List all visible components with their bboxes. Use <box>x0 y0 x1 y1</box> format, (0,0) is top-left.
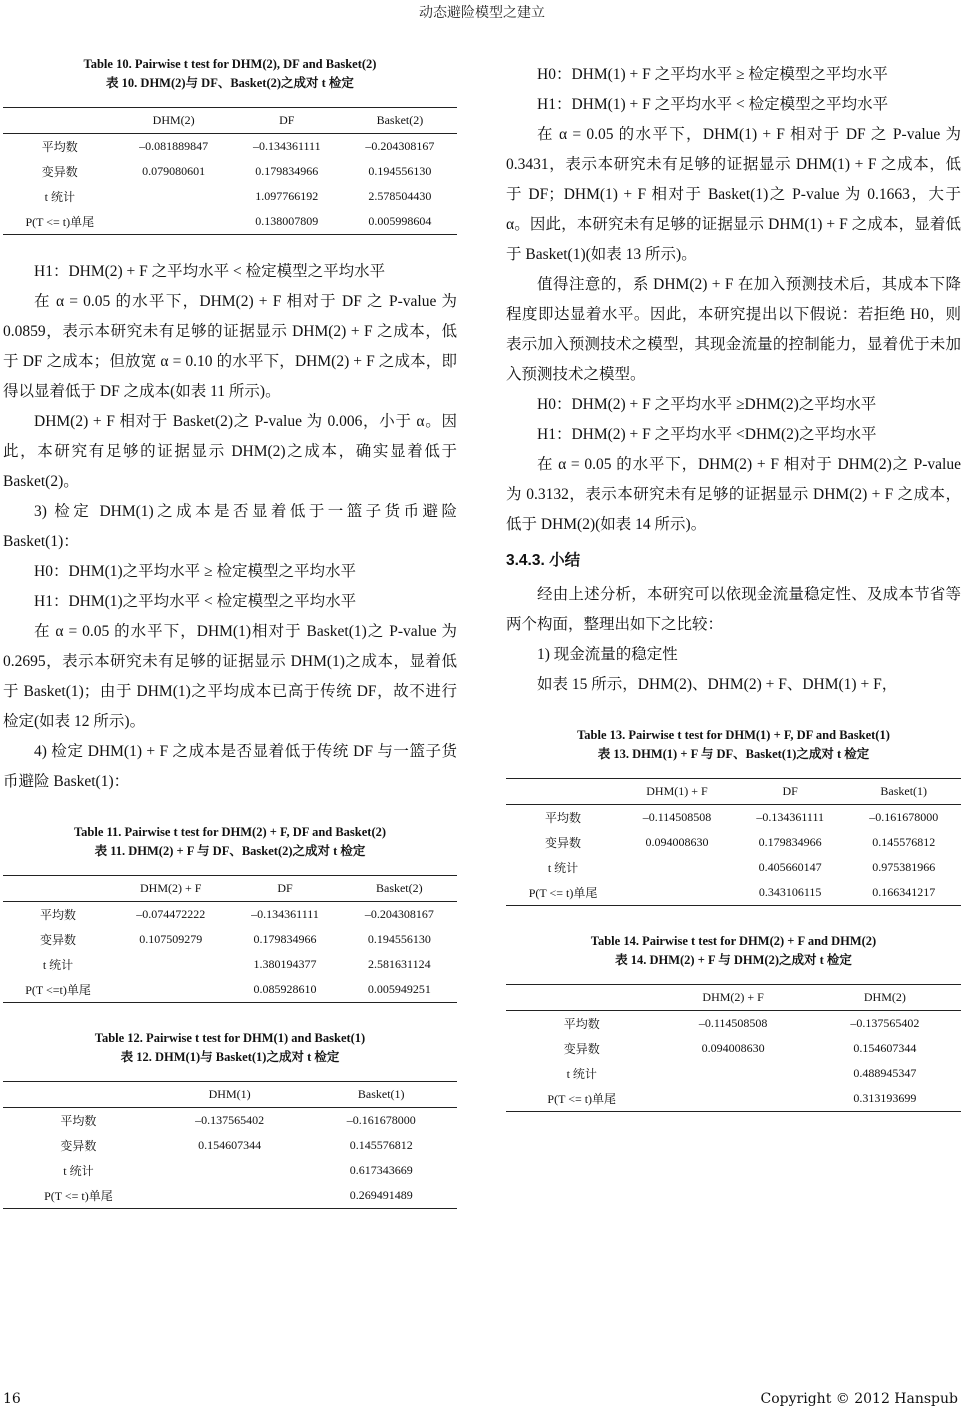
column-header <box>3 876 113 902</box>
row-label: 平均数 <box>545 811 582 825</box>
row-label: 变异数 <box>40 933 77 947</box>
table11 <box>3 875 457 1003</box>
table-cell: –0.134361111 <box>252 139 321 153</box>
table-cell: 0.094008630 <box>645 835 709 849</box>
column-header: DHM(2) + F <box>657 985 808 1011</box>
table10-caption-zh: 表 10. DHM(2)与 DF、Basket(2)之成对 t 检定 <box>106 76 354 90</box>
table-cell: 0.138007809 <box>231 209 343 235</box>
table-cell: 0.179834966 <box>758 835 822 849</box>
table-cell: 0.179834966 <box>253 932 317 946</box>
table-cell: 1.097766192 <box>255 189 319 203</box>
table12 <box>3 1081 457 1209</box>
table-cell: 0.269491489 <box>305 1183 457 1209</box>
row-label: 平均数 <box>60 1114 97 1128</box>
paragraph: H1：DHM(1)之平均水平 < 检定模型之平均水平 <box>34 593 357 610</box>
table-cell: 0.005949251 <box>342 977 457 1003</box>
column-header: DHM(2) <box>809 985 961 1011</box>
table-cell: –0.161678000 <box>869 810 939 824</box>
table-cell: 0.005998604 <box>343 209 457 235</box>
row-label: t 统计 <box>42 958 74 972</box>
table14-caption-en: Table 14. Pairwise t test for DHM(2) + F and DHM(2) <box>590 934 877 948</box>
table-row <box>506 855 961 880</box>
table-cell: 0.107509279 <box>139 932 203 946</box>
table-cell: –0.137565402 <box>850 1016 920 1030</box>
table-cell: 0.145576812 <box>349 1138 413 1152</box>
paragraph: 3) 检定 DHM(1)之成本是否显着低于一篮子货币避险 Basket(1)： <box>3 503 457 550</box>
paragraph: H1：DHM(1) + F 之平均水平 < 检定模型之平均水平 <box>537 96 889 113</box>
table-cell: 2.581631124 <box>368 957 431 971</box>
table-cell: 0.094008630 <box>701 1041 765 1055</box>
table-row <box>3 977 457 1003</box>
paragraph: H0：DHM(1)之平均水平 ≥ 检定模型之平均水平 <box>34 563 356 580</box>
table-cell <box>154 1158 306 1183</box>
table-cell: 0.488945347 <box>853 1066 917 1080</box>
table-cell: 2.578504430 <box>368 189 432 203</box>
paragraph: H1：DHM(2) + F 之平均水平 <DHM(2)之平均水平 <box>537 426 877 443</box>
table-cell: –0.137565402 <box>195 1113 265 1127</box>
paragraph: 在 α = 0.05 的水平下，DHM(2) + F 相对于 DF 之 P-value 为 0.0859，表示本研究未有足够的证据显示 DHM(2) + F 之成本，低于 DF 之成本；但放宽 α = 0.10 的水平下，DHM(2) + F 之成本，即得以显着低于 DF 之成本(如表 11 所示)。 <box>3 293 457 400</box>
table-cell <box>620 855 734 880</box>
paragraph: H0：DHM(2) + F 之平均水平 ≥DHM(2)之平均水平 <box>537 396 877 413</box>
table-row <box>506 1061 961 1086</box>
row-label: 变异数 <box>545 836 582 850</box>
column-header: DHM(1) + F <box>620 779 734 805</box>
table-cell: –0.134361111 <box>251 907 319 921</box>
table-cell <box>620 880 734 906</box>
row-label: 变异数 <box>41 165 78 179</box>
table-cell: –0.204308167 <box>364 907 434 921</box>
table12-caption-zh: 表 12. DHM(1)与 Basket(1)之成对 t 检定 <box>120 1050 340 1064</box>
paragraph: 经由上述分析，本研究可以依现金流量稳定性、及成本节省等两个构面，整理出如下之比较： <box>506 586 961 633</box>
paragraph: 4) 检定 DHM(1) + F 之成本是否显着低于传统 DF 与一篮子货币避险 Basket(1)： <box>3 743 457 790</box>
table11-caption-zh: 表 11. DHM(2) + F 与 DF、Basket(2)之成对 t 检定 <box>94 844 366 858</box>
column-header: Basket(1) <box>846 779 961 805</box>
table-cell: 1.380194377 <box>253 957 317 971</box>
table12-block <box>3 1029 457 1209</box>
paragraph: 值得注意的，系 DHM(2) + F 在加入预测技术后，其成本下降程度即达显着水平。因此，本研究提出以下假说：若拒绝 H0，则表示加入预测技术之模型，其现金流量的控制能力，显着优于未加入预测技术之模型。 <box>506 276 961 383</box>
column-header: DF <box>734 779 846 805</box>
table13-caption-zh: 表 13. DHM(1) + F 与 DF、Basket(1)之成对 t 检定 <box>597 747 870 761</box>
row-label: P(T <= t)单尾 <box>3 1183 154 1209</box>
table10-caption-en: Table 10. Pairwise t test for DHM(2), DF and Basket(2) <box>83 57 377 71</box>
table14-block <box>506 932 961 1112</box>
paragraph: 1) 现金流量的稳定性 <box>537 646 678 663</box>
table14-caption-zh: 表 14. DHM(2) + F 与 DHM(2)之成对 t 检定 <box>615 953 852 967</box>
table11-caption-en: Table 11. Pairwise t test for DHM(2) + F, DF and Basket(2) <box>73 825 387 839</box>
table-cell <box>154 1183 306 1209</box>
paragraph: 在 α = 0.05 的水平下，DHM(2) + F 相对于 DHM(2)之 P-value 为 0.3132，表示本研究未有足够的证据显示 DHM(2) + F 之成本，低于 DHM(2)(如表 14 所示)。 <box>506 456 961 533</box>
table-row <box>3 134 457 160</box>
row-label: 变异数 <box>60 1139 97 1153</box>
section-heading: 3.4.3. 小结 <box>506 552 581 569</box>
table12-caption-en: Table 12. Pairwise t test for DHM(1) and Basket(1) <box>94 1031 366 1045</box>
table-row <box>506 830 961 855</box>
table-row <box>3 1158 457 1183</box>
table-cell: 0.154607344 <box>198 1138 262 1152</box>
column-header <box>506 779 620 805</box>
table-row <box>3 1108 457 1134</box>
page-number: 16 <box>3 1391 21 1407</box>
left-column <box>3 55 457 1209</box>
paragraph: DHM(2) + F 相对于 Basket(2)之 P-value 为 0.006，小于 α。因此，本研究有足够的证据显示 DHM(2)之成本，确实显着低于 Basket(2)。 <box>3 413 457 490</box>
column-header: Basket(2) <box>343 108 457 134</box>
table-cell: 0.617343669 <box>349 1163 413 1177</box>
table13 <box>506 778 961 906</box>
table-cell: –0.134361111 <box>756 810 824 824</box>
table-cell: –0.114508508 <box>642 810 712 824</box>
column-header: Basket(2) <box>342 876 457 902</box>
column-header <box>3 1082 154 1108</box>
table-cell <box>117 184 231 209</box>
table-cell: 0.194556130 <box>367 932 431 946</box>
row-label: 平均数 <box>40 908 77 922</box>
paragraph: 在 α = 0.05 的水平下，DHM(1)相对于 Basket(1)之 P-value 为 0.2695，表示本研究未有足够的证据显示 DHM(1)之成本，显着低于 Basket(1)；由于 DHM(1)之平均成本已高于传统 DF，故不进行检定(如表 12 所示)。 <box>3 623 457 730</box>
table-cell <box>113 952 228 977</box>
table10 <box>3 107 457 235</box>
row-label: P(T <= t)单尾 <box>506 880 620 906</box>
table-row <box>506 1086 961 1112</box>
table-cell <box>657 1086 808 1112</box>
row-label: P(T <=t)单尾 <box>3 977 113 1003</box>
table-cell <box>657 1061 808 1086</box>
table-row <box>3 952 457 977</box>
row-label: P(T <= t)单尾 <box>3 209 117 235</box>
row-label: 平均数 <box>563 1017 600 1031</box>
table-cell: –0.204308167 <box>365 139 435 153</box>
row-label: t 统计 <box>63 1164 94 1178</box>
table-cell: 0.405660147 <box>758 860 822 874</box>
column-header <box>3 108 117 134</box>
column-header: DF <box>231 108 343 134</box>
table-row <box>3 1183 457 1209</box>
table-cell: 0.179834966 <box>255 164 319 178</box>
table-row <box>3 902 457 928</box>
column-header: Basket(1) <box>305 1082 457 1108</box>
table-row <box>3 1133 457 1158</box>
table13-caption-en: Table 13. Pairwise t test for DHM(1) + F, DF and Basket(1) <box>577 728 890 742</box>
table-row <box>506 805 961 831</box>
table-row <box>3 209 457 235</box>
right-column <box>506 60 961 1112</box>
row-label: t 统计 <box>44 190 75 204</box>
copyright: Copyright © 2012 Hanspub <box>760 1391 958 1407</box>
table-cell: 0.313193699 <box>809 1086 961 1112</box>
table-row <box>506 880 961 906</box>
paragraph: 如表 15 所示，DHM(2)、DHM(2) + F、DHM(1) + F， <box>537 676 898 693</box>
table10-block <box>3 55 457 235</box>
table-row <box>506 1011 961 1037</box>
table-cell: –0.161678000 <box>346 1113 416 1127</box>
paragraph: H0：DHM(1) + F 之平均水平 ≥ 检定模型之平均水平 <box>537 66 888 83</box>
row-label: t 统计 <box>547 861 579 875</box>
table-cell: –0.074472222 <box>136 907 206 921</box>
table-row <box>3 159 457 184</box>
table-cell <box>113 977 228 1003</box>
table-cell: 0.085928610 <box>228 977 341 1003</box>
table-cell: 0.154607344 <box>853 1041 917 1055</box>
row-label: P(T <= t)单尾 <box>506 1086 657 1112</box>
table-cell: 0.343106115 <box>734 880 846 906</box>
table-cell: 0.145576812 <box>872 835 936 849</box>
column-header: DHM(1) <box>154 1082 306 1108</box>
column-header: DHM(2) <box>117 108 231 134</box>
table-cell: 0.975381966 <box>872 860 936 874</box>
paragraph: 在 α = 0.05 的水平下，DHM(1) + F 相对于 DF 之 P-value 为 0.3431，表示本研究未有足够的证据显示 DHM(1) + F 之成本，低于 DF；DHM(1) + F 相对于 Basket(1)之 P-value 为 0.1663，大于 α。因此，本研究未有足够的证据显示 DHM(1) + F 之成本，显着低于 Basket(1)(如表 13 所示)。 <box>506 126 961 263</box>
table-cell: 0.166341217 <box>846 880 961 906</box>
running-header: 动态避险模型之建立 <box>419 5 545 21</box>
table11-block <box>3 823 457 1003</box>
column-header <box>506 985 657 1011</box>
paragraph: H1：DHM(2) + F 之平均水平 < 检定模型之平均水平 <box>34 263 386 280</box>
row-label: t 统计 <box>566 1067 597 1081</box>
table-cell: –0.114508508 <box>698 1016 768 1030</box>
row-label: 变异数 <box>563 1042 600 1056</box>
table13-block <box>506 726 961 906</box>
table-row <box>506 1036 961 1061</box>
column-header: DHM(2) + F <box>113 876 228 902</box>
table-cell <box>117 209 231 235</box>
left-body <box>3 257 457 797</box>
table-cell: 0.194556130 <box>368 164 432 178</box>
table14 <box>506 984 961 1112</box>
row-label: 平均数 <box>41 140 78 154</box>
table-row <box>3 184 457 209</box>
table-cell: 0.079080601 <box>142 164 206 178</box>
table-cell: –0.081889847 <box>139 139 209 153</box>
column-header: DF <box>228 876 341 902</box>
table-row <box>3 927 457 952</box>
